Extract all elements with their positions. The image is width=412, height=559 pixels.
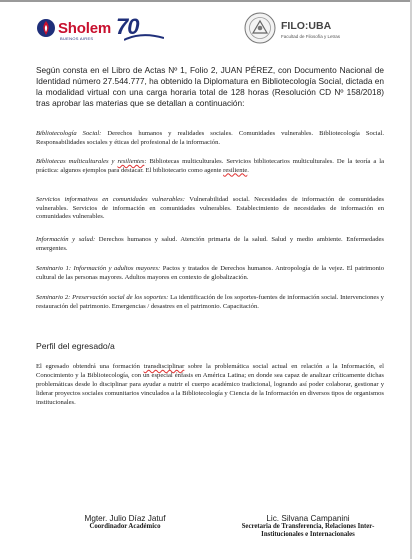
module-text: Derechos humanos y salud. Atención primaria de la salud. Salud y medio ambiente. Enfermedades emergentes. (36, 236, 384, 252)
module-title: Seminario 2: Preservación social de los soportes: (36, 294, 169, 301)
certificate-intro: Según consta en el Libro de Actas Nº 1, Folio 2, JUAN PÉREZ, con Documento Nacional de Identidad número 27.544.777, ha obtenido la Diplomatura en Bibliotecología Social, dictada en la modalidad virtual con una carga horaria total de 128 horas (Resolución CD Nº 158/2018) tras aprobar las materias que se detallan a continuación: (36, 65, 384, 108)
module-text: La identificación de los soportes-fuentes de información social. Intervenciones y restauración del patrimonio. Emergencias / desastres en el patrimonio. Capacitación. (36, 294, 384, 310)
sholem-anniversary-number: 70 (116, 14, 139, 39)
module-title: Servicios informativos en comunidades vulnerables: (36, 196, 185, 203)
module-bibliotecas-multiculturales (36, 158, 384, 175)
module-informacion-salud (36, 236, 384, 253)
module-text: Bibliotecas multiculturales. Servicios bibliotecarios multiculturales. De la teoría a la práctica: algunos ejemplos para destacar. El bibliotecario como agente resiliente. (36, 158, 384, 174)
profile-text: El egresado obtendrá una formación transdisciplinar sobre la problemática social actual en relación a la Información, el Conocimiento y la Bibliotecología, con un especial énfasis en América Latina; en donde sea capaz de analizar críticamente dichas problemáticas desde lo disciplinar para ayudar a nutrir el cuerpo académico tradicional, logrando así poder colaborar, gestionar y liderar proyectos sociales comunitarios vinculados a la Bibliotecología y Ciencia de la Información en diversos tipos de organismos institucionales. (36, 363, 384, 406)
signature-coordinator (60, 514, 190, 531)
page-top-border (0, 0, 412, 2)
module-seminario-2 (36, 294, 384, 311)
profile-heading: Perfil del egresado/a (36, 341, 115, 351)
module-text: Derechos humanos y realidades sociales. Comunidades vulnerables. Bibliotecología Social. Responsabilidades sociales y éticas del profesional de la información. (36, 130, 384, 146)
module-title: Información y salud: (36, 236, 96, 243)
sholem-flame-icon (36, 18, 56, 38)
filo-uba-logo (244, 12, 374, 44)
filo-faculty-name: Facultad de Filosofía y Letras (281, 34, 341, 39)
module-text: Pactos y tratados de Derechos humanos. Antropología de la vejez. El patrimonio cultural de las personas mayores. Adultos mayores en contexto de globalización. (36, 265, 384, 281)
filo-name: FILO:UBA (281, 20, 332, 32)
module-text: Vulnerabilidad social. Necesidades de información de comunidades vulnerables. Servicios de información en comunidades vulnerables. Establecimiento de necesidades de información en comunidades vulnerables. (36, 196, 384, 221)
filo-seal-icon (244, 12, 276, 44)
sholem-swoosh-icon (124, 32, 164, 42)
module-title: Bibliotecas multiculturales y resilientes: (36, 158, 147, 165)
signatory-role-line-1: Secretaria de Transferencia, Relaciones Inter- (241, 523, 375, 530)
signatory-name: Mgter. Julio Díaz Jatuf (84, 514, 166, 523)
signature-secretary (228, 514, 388, 540)
module-servicios-informativos (36, 196, 384, 222)
signatory-role-line-2: Institucionales e Internacionales (261, 531, 355, 539)
sholem-name: Sholem (58, 20, 111, 37)
module-title: Seminario 1: Información y adultos mayores: (36, 265, 161, 272)
signatory-role: Coordinador Académico (89, 523, 161, 530)
module-seminario-1 (36, 265, 384, 282)
signatory-name: Lic. Silvana Campanini (266, 514, 350, 523)
module-title: Bibliotecología Social: (36, 130, 102, 137)
sholem-tagline: BUENOS AIRES (60, 36, 94, 41)
sholem-logo (36, 12, 186, 44)
module-bibliotecologia-social (36, 130, 384, 147)
